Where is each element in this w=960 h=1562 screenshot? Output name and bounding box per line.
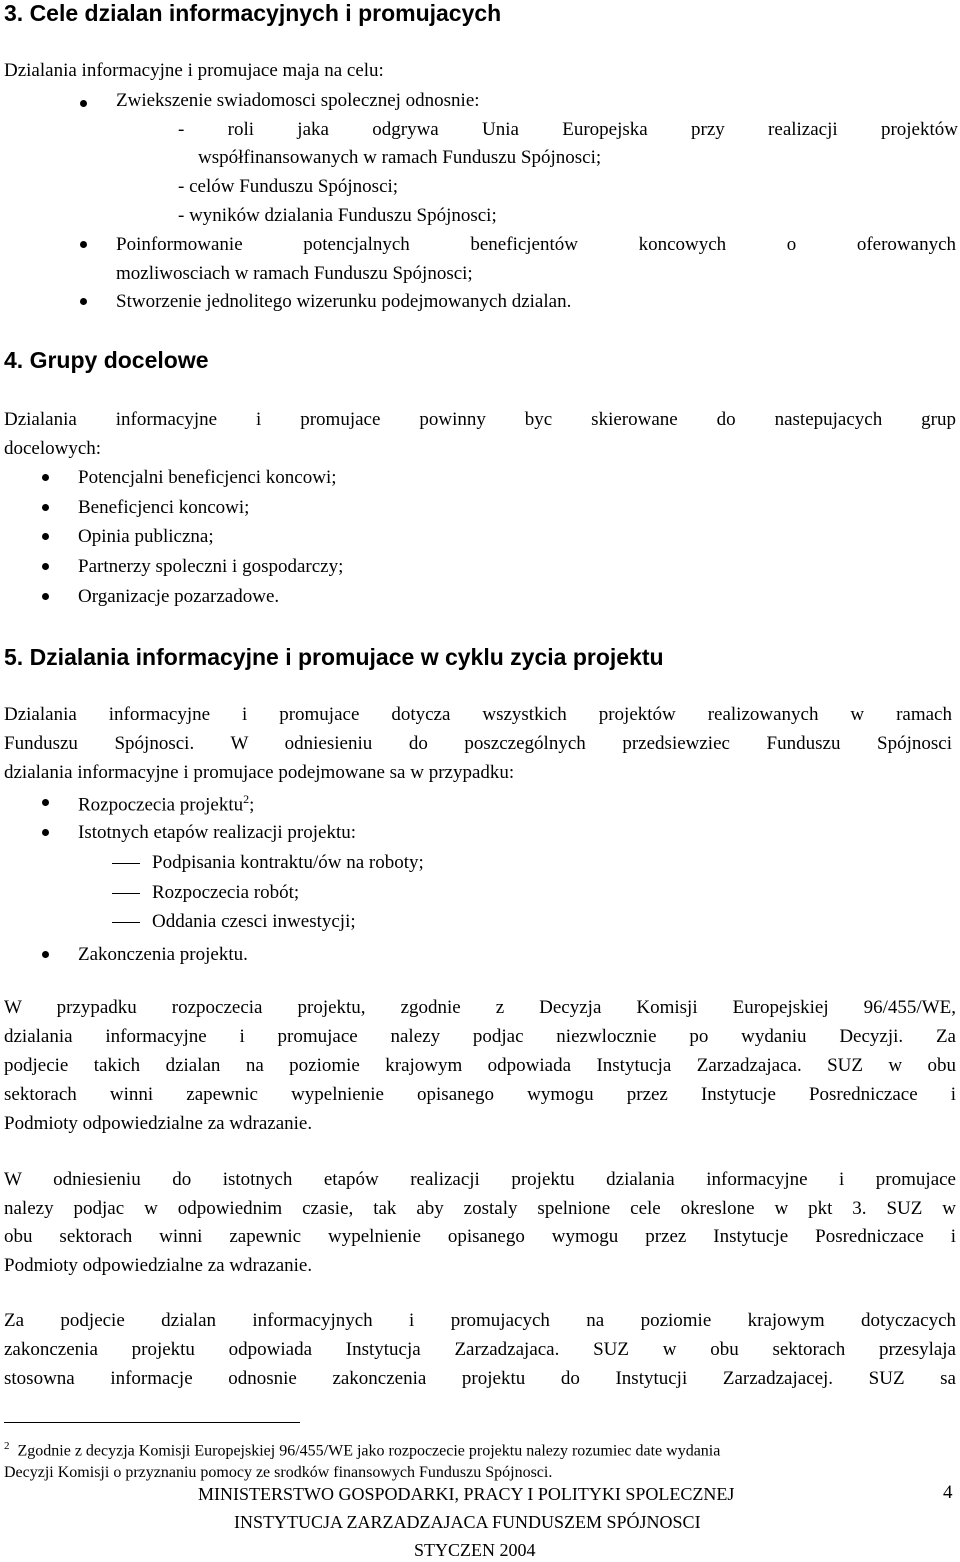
- goal-sub-eu-role-cont: współfinansowanych w ramach Funduszu Spójnosci;: [198, 147, 602, 168]
- goal-awareness: Zwiekszenie swiadomosci spolecznej odnosnie:: [116, 90, 480, 111]
- footnote-text-cont: Decyzji Komisji o przyznaniu pomocy ze srodków finansowych Funduszu Spójnosci.: [4, 1464, 553, 1481]
- bullet-icon: [80, 241, 87, 248]
- target-group-item: Beneficjenci koncowi;: [78, 497, 250, 518]
- goal-unified-image: Stworzenie jednolitego wizerunku podejmowanych dzialan.: [116, 291, 572, 312]
- section-4-heading: 4. Grupy docelowe: [4, 347, 209, 373]
- footnote-ref: 2: [243, 792, 250, 806]
- bullet-icon: [42, 951, 49, 958]
- para3-line: W odniesieniu do istotnych etapów realizacji projektu dzialania informacyjne i promujace: [4, 1169, 956, 1190]
- para2-line: dzialania informacyjne i promujace nalezy podjac niezwlocznie po wydaniu Decyzji. Za: [4, 1026, 956, 1047]
- bullet-icon: [42, 504, 49, 511]
- footer-institution: INSTYTUCJA ZARZADZAJACA FUNDUSZEM SPÓJNOSCI: [234, 1512, 701, 1532]
- para3-line: obu sektorach winni zapewnic wypelnienie opisanego wymogu przez Instytucje Posredniczace i: [4, 1226, 956, 1247]
- section-5-para1-line: Funduszu Spójnosci. W odniesieniu do poszczególnych przedsiewziec Funduszu Spójnosci: [4, 733, 952, 754]
- footer-date: STYCZEN 2004: [414, 1540, 536, 1560]
- stage-project-end: Zakonczenia projektu.: [78, 944, 248, 965]
- target-group-item: Opinia publiczna;: [78, 526, 214, 547]
- section-5-para1-line: dzialania informacyjne i promujace podejmowane sa w przypadku:: [4, 762, 515, 783]
- footnote: [4, 1436, 720, 1461]
- stage-key-milestones: Istotnych etapów realizacji projektu:: [78, 822, 357, 843]
- target-group-item: Organizacje pozarzadowe.: [78, 586, 280, 607]
- para4-line: stosowna informacje odnosnie zakonczenia projektu do Instytucji Zarzadzajacej. SUZ sa: [4, 1368, 956, 1389]
- bullet-icon: [42, 533, 49, 540]
- goal-sub-fund-results: - wyników dzialania Funduszu Spójnosci;: [178, 205, 497, 226]
- stage-project-start-label: Rozpoczecia projektu: [78, 794, 244, 816]
- section-3-heading: 3. Cele dzialan informacyjnych i promujacych: [4, 0, 502, 26]
- bullet-icon: [42, 563, 49, 570]
- section-4-para-cont: docelowych:: [4, 438, 102, 459]
- para4-line: zakonczenia projektu odpowiada Instytucja Zarzadzajaca. SUZ w obu sektorach przesylaja: [4, 1339, 956, 1360]
- goal-sub-fund-aims: - celów Funduszu Spójnosci;: [178, 176, 399, 197]
- section-3-intro: Dzialania informacyjne i promujace maja na celu:: [4, 60, 384, 81]
- goal-inform-beneficiaries-cont: mozliwosciach w ramach Funduszu Spójnosci;: [116, 263, 473, 284]
- bullet-icon: [42, 799, 49, 806]
- milestone-item: Oddania czesci inwestycji;: [152, 911, 356, 932]
- bullet-icon: [80, 298, 87, 305]
- section-4-para: Dzialania informacyjne i promujace powinny byc skierowane do nastepujacych grup: [4, 409, 956, 430]
- page-number: 4: [943, 1482, 953, 1503]
- dash-icon: [112, 893, 140, 894]
- stage-project-start: [78, 792, 254, 816]
- dash-icon: [112, 922, 140, 923]
- footnote-divider: [4, 1422, 300, 1423]
- bullet-icon: [42, 829, 49, 836]
- milestone-item: Rozpoczecia robót;: [152, 882, 300, 903]
- footer-ministry: MINISTERSTWO GOSPODARKI, PRACY I POLITYKI SPOLECZNEJ: [198, 1484, 735, 1504]
- para2-line: Podmioty odpowiedzialne za wdrazanie.: [4, 1113, 313, 1134]
- goal-sub-eu-role: - roli jaka odgrywa Unia Europejska przy realizacji projektów: [178, 119, 958, 140]
- target-group-item: Potencjalni beneficjenci koncowi;: [78, 467, 337, 488]
- section-5-heading: 5. Dzialania informacyjne i promujace w cyklu zycia projektu: [4, 644, 664, 670]
- para4-line: Za podjecie dzialan informacyjnych i promujacych na poziomie krajowym dotyczacych: [4, 1310, 956, 1331]
- bullet-icon: [42, 593, 49, 600]
- goal-inform-beneficiaries: Poinformowanie potencjalnych beneficjentów koncowych o oferowanych: [116, 234, 956, 255]
- stage-project-start-tail: ;: [249, 794, 255, 816]
- target-group-item: Partnerzy spoleczni i gospodarczy;: [78, 556, 344, 577]
- footnote-number: 2: [4, 1440, 10, 1452]
- bullet-icon: [80, 100, 87, 107]
- footnote-text: Zgodnie z decyzja Komisji Europejskiej 96/455/WE jako rozpoczecie projektu nalezy rozumiec date wydania: [17, 1442, 721, 1460]
- dash-icon: [112, 863, 140, 864]
- para3-line: nalezy podjac w odpowiednim czasie, tak aby zostaly spelnione cele okreslone w pkt 3. SUZ w: [4, 1198, 956, 1219]
- para3-line: Podmioty odpowiedzialne za wdrazanie.: [4, 1255, 313, 1276]
- para2-line: W przypadku rozpoczecia projektu, zgodnie z Decyzja Komisji Europejskiej 96/455/WE,: [4, 997, 956, 1018]
- para2-line: sektorach winni zapewnic wypelnienie opisanego wymogu przez Instytucje Posredniczace i: [4, 1084, 956, 1105]
- section-5-para1-line: Dzialania informacyjne i promujace dotycza wszystkich projektów realizowanych w ramach: [4, 704, 952, 725]
- milestone-item: Podpisania kontraktu/ów na roboty;: [152, 852, 424, 873]
- bullet-icon: [42, 474, 49, 481]
- para2-line: podjecie takich dzialan na poziomie krajowym odpowiada Instytucja Zarzadzajaca. SUZ w obu: [4, 1055, 956, 1076]
